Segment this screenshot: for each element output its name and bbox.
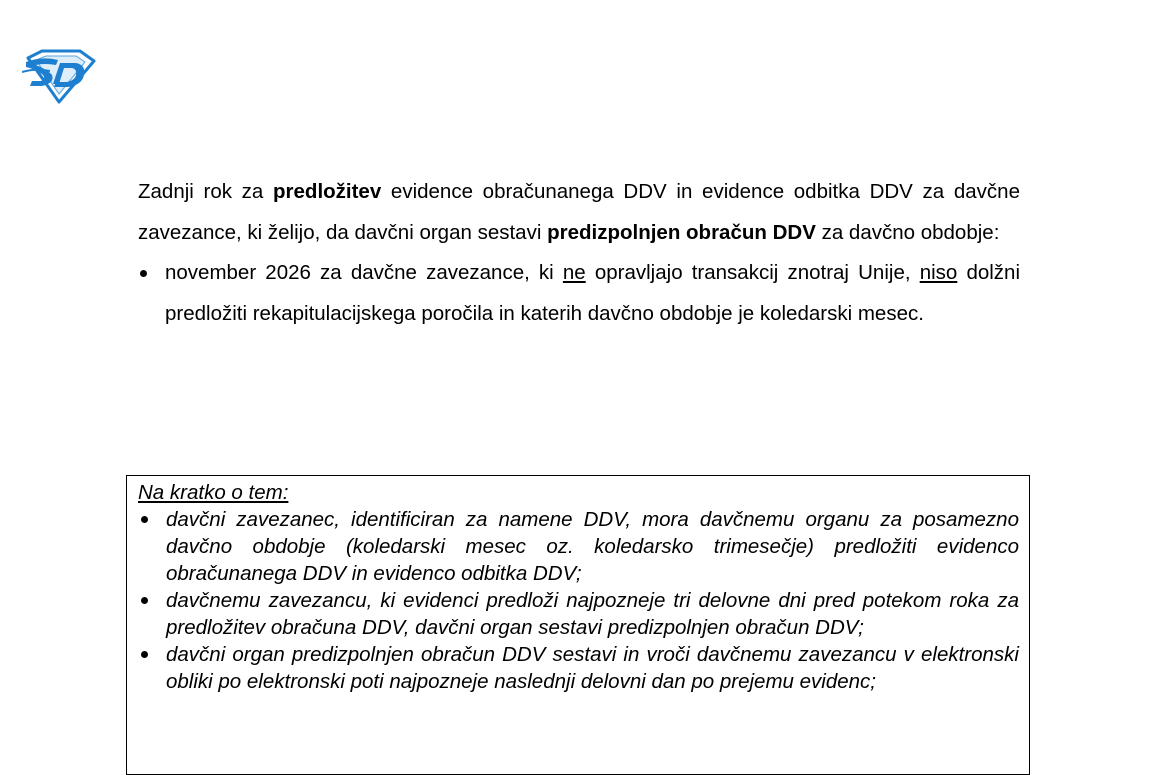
company-logo	[22, 48, 96, 104]
summary-list-item: davčnemu zavezancu, ki evidenci predloži najpozneje tri delovne dni pred potekom roka za predložitev obračuna DDV, davčni organ sestavi predizpolnjen obračun DDV;	[138, 587, 1019, 641]
deadline-text-1: november 2026 za davčne zavezance, ki	[165, 261, 563, 284]
summary-list-item: davčni zavezanec, identificiran za namene DDV, mora davčnemu organu za posamezno davčno obdobje (koledarski mesec oz. koledarsko trimesečje) predložiti evidenco obračunanega DDV in evidenco odbitka DDV;	[138, 506, 1019, 587]
intro-text-1: Zadnji rok za	[138, 180, 274, 203]
intro-bold-2: predizpolnjen obračun DDV	[547, 220, 816, 244]
deadline-list-item	[138, 253, 1020, 334]
intro-text-3: za davčno obdobje:	[815, 220, 1000, 244]
sd-shield-icon	[22, 48, 96, 104]
summary-list-item: davčni organ predizpolnjen obračun DDV sestavi in vroči davčnemu zavezancu v elektronski obliki po elektronski poti najpozneje naslednji delovni dan po prejemu evidenc;	[138, 641, 1019, 695]
summary-title: Na kratko o tem:	[138, 481, 289, 504]
summary-box	[126, 475, 1030, 775]
intro-paragraph	[138, 172, 1020, 253]
intro-bold-1: predložitev	[273, 180, 382, 203]
summary-list	[138, 506, 1019, 695]
deadline-text-3: dolžni predložiti rekapitulacijskega poročila in katerih davčno obdobje je koledarski mesec.	[165, 261, 1021, 325]
deadline-underline-1: ne	[562, 261, 586, 284]
deadline-section	[138, 172, 1020, 334]
deadline-text-2: opravljajo transakcij znotraj Unije,	[585, 261, 920, 284]
intro-text-2: evidence obračunanega DDV in evidence odbitka DDV za davčne zavezance, ki želijo, da davčni organ sestavi	[138, 180, 1020, 244]
deadline-underline-2: niso	[919, 261, 958, 284]
deadline-list	[138, 253, 1020, 334]
